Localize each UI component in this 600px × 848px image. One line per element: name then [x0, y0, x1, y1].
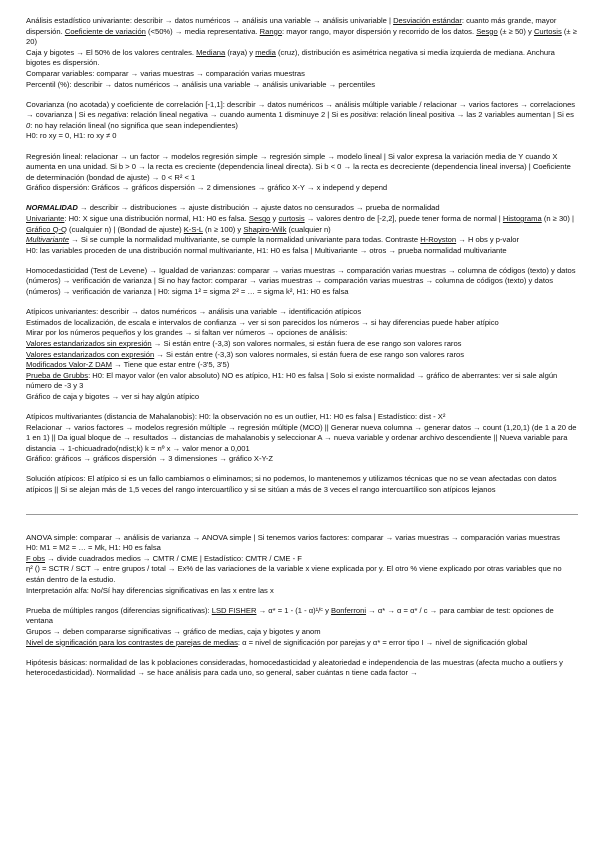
boxplot-outliers: Gráfico de caja y bigotes → ver si hay algún atípico	[26, 391, 200, 401]
range-term: Rango	[259, 26, 283, 36]
text-run: y	[270, 214, 279, 223]
standardized-without-expr	[26, 339, 578, 350]
mean-term: media	[255, 47, 276, 57]
text-run: → Si están entre (-3,3) son valores normales, si están fuera de ese rango son valores raros	[151, 338, 462, 348]
multivariate-hypothesis: H0: las variables proceden de una distribución normal multivariante, H1: H0 es falsa | Multivariante → otros → prueba normalidad multivariante	[26, 245, 507, 255]
bonferroni-term: Bonferroni	[331, 605, 367, 615]
skew-term: Sesgo	[248, 214, 271, 223]
text-run: Covarianza (no acotada) y coeficiente de correlación [-1,1]: describir → datos numéricos → análisis múltiple variable / relacionar → varios factores → correlaciones → covarianza | Si es	[26, 99, 576, 120]
univariate-analysis-section	[26, 16, 578, 90]
multivariate-normality-text	[26, 235, 578, 246]
median-term: Mediana	[196, 47, 226, 57]
text-run: → H obs y p-valor	[456, 235, 520, 245]
text-run: (± ≥ 20)	[26, 26, 577, 47]
positive-term: positiva	[350, 110, 377, 120]
text-run: : relación lineal negativa → cuando aumenta 1 disminuye 2 | Si es	[126, 110, 351, 120]
univariate-term: Univariante	[26, 214, 65, 223]
text-run: → Si están entre (-3,3) son valores normales, si están fuera de ese rango son valores raros	[154, 349, 464, 359]
f-obs-term: F obs	[26, 553, 45, 563]
anova-section	[26, 533, 578, 597]
compare-variables-text: Comparar variables: comparar → varias muestras → comparación varias muestras	[26, 68, 305, 78]
text-run: (raya) y	[225, 47, 256, 57]
multiple-range-section	[26, 606, 578, 648]
univariate-normality-text	[26, 214, 578, 235]
skew-term: Sesgo	[476, 26, 498, 36]
multivariate-term: Multivariante	[26, 235, 70, 245]
text-run: (cruz), distribución es asimétrica negativa si media izquierda de mediana. Anchura bigotes es dispersión.	[26, 47, 555, 68]
linear-regression-text: Regresión lineal: relacionar → un factor → modelos regresión simple → regresión simple → modelo lineal | Si valor expresa la variación media de Y cuando X aumenta en una unidad. Si b > 0 → la recta es creciente (dependencia lineal directa). Si b < 0 → la recta es decreciente (dependencia lineal inversa) | Coeficiente de determinación (bondad de ajuste) → 0 < R² < 1	[26, 151, 571, 182]
text-run: → Tiene que estar entre (-3'5, 3'5)	[111, 360, 230, 370]
text-run: : H0: X sigue una distribución normal, H1: H0 es falsa.	[64, 214, 249, 223]
coef-variation-term: Coeficiente de variación	[64, 26, 146, 36]
univariate-analysis-text	[26, 16, 578, 48]
basic-hypotheses-section	[26, 658, 578, 679]
anova-intro: ANOVA simple: comparar → análisis de varianza → ANOVA simple | Si tenemos varios factores: comparar → varias muestras → comparación varias muestras	[26, 532, 560, 542]
covariance-text	[26, 100, 578, 132]
alpha-interpretation: Interpretación alfa: No/Sí hay diferencias significativas en las x entre las x	[26, 585, 274, 595]
scatter-plot-text: Gráfico dispersión: Gráficos → gráficos dispersión → 2 dimensiones → gráfico X-Y → x independ y depend	[26, 183, 388, 193]
modified-z-term: Modificados Valor-Z DAM	[26, 360, 112, 370]
outlier-solution-text: Solución atípicos: El atípico si es un fallo cambiamos o eliminamos; si no podemos, lo mantenemos y utilizamos técnicas que no se vean afectadas con datos atípicos || Si se alejan más de 1,5 veces del rango intercuartílico y si se sitúan a más de 3 veces el rango intercuartílico son atípicos lejanos	[26, 474, 557, 495]
anova-hypothesis: H0: M1 = M2 = … = Mk, H1: H0 es falsa	[26, 543, 161, 553]
histogram-term: Histograma	[502, 214, 542, 223]
standardized-with-term: Valores estandarizados con expresión	[26, 349, 155, 359]
multiple-range-text	[26, 606, 578, 627]
outliers-intro: Atípicos univariantes: describir → datos numéricos → análisis una variable → identificación atípicos	[26, 307, 362, 317]
outlier-solution-section	[26, 474, 578, 495]
kurtosis-term: curtosis	[278, 214, 305, 223]
box-plot-text	[26, 48, 578, 69]
basic-hypotheses-text: Hipótesis básicas: normalidad de las k poblaciones consideradas, homocedasticidad y aleatoriedad e independencia de las muestras (afecta mucho a outliers y heterocedasticidad). Normalidad → se hace análisis para cada uno, so general, saber cuántas n tiene cada factor →	[26, 657, 563, 678]
modified-z-dam	[26, 360, 578, 371]
standardized-without-term: Valores estandarizados sin expresión	[26, 338, 152, 348]
text-run: (cualquier n)	[286, 224, 331, 234]
mahalanobis-graph: Gráfico: gráficos → gráficos dispersión → 3 dimensiones → gráfico X-Y-Z	[26, 454, 274, 464]
outliers-estimates: Estimados de localización, de escala e intervalos de confianza → ver si son parecidos los números → si hay diferencias puede haber atípico	[26, 317, 499, 327]
significance-level-text	[26, 638, 578, 649]
document-page	[26, 16, 578, 688]
homoscedasticity-text: Homocedasticidad (Test de Levene) → Igualdad de varianzas: comparar → varias muestras → comparación varias muestras → columna de códigos (texto) y datos (números) → verificación de varianza | Si no hay factor: comparar → varias muestras → comparación varias muestras → columna de códigos (texto) y datos (números) → verificación de varianza | H0: sigma 1² = sigma 2² = … = sigma k², H1: H0 es falsa	[26, 265, 576, 297]
text-run: Análisis estadístico univariante: describir → datos numéricos → análisis una variable → análisis univariable |	[26, 16, 394, 25]
text-run: (± ≥ 50) y	[497, 26, 534, 36]
text-run: Caja y bigotes → El 50% de los valores centrales.	[26, 47, 197, 57]
linear-regression-section	[26, 152, 578, 194]
zero-term: 0	[26, 120, 31, 130]
text-run: : mayor rango, mayor dispersión y recorrido de los datos.	[282, 26, 477, 36]
text-run: (n ≥ 100) y	[202, 224, 244, 234]
kurtosis-term: Curtosis	[533, 26, 562, 36]
grubbs-test	[26, 371, 578, 392]
homoscedasticity-section	[26, 266, 578, 298]
normality-section	[26, 203, 578, 256]
section-divider	[26, 514, 578, 515]
text-run: (<50%) → media representativa.	[145, 26, 260, 36]
text-run: → Si se cumple la normalidad multivariante, se cumple la normalidad univariante para todas. Contraste	[69, 235, 421, 245]
h-royston-term: H-Royston	[420, 235, 457, 245]
percentile-text: Percentil (%): describir → datos numéricos → análisis una variable → análisis univariable → percentiles	[26, 79, 376, 89]
shapiro-wilk-term: Shapiro-Wilk	[243, 224, 287, 234]
text-run: → divide cuadrados medios → CMTR / CME | Estadístico: CMTR / CME - F	[45, 553, 302, 563]
grubbs-term: Prueba de Grubbs	[26, 370, 89, 380]
eta-squared-text: η² () = SCTR / SCT → entre grupos / total → Ex% de las variaciones de la variable x viene explicada por y. El otro % viene explicado por otras variables que no están dentro de la estudio.	[26, 564, 562, 585]
negative-term: negativa	[97, 110, 127, 120]
covariance-section	[26, 100, 578, 142]
text-run: : no hay relación lineal (no significa que sean independientes)	[30, 120, 238, 130]
text-run: → α* = 1 - (1 - α)¹/ᶜ y	[256, 605, 332, 615]
text-run: : cuanto más grande, mayor dispersión.	[26, 16, 557, 36]
qq-plot-term: Gráfico Q-Q	[26, 224, 67, 234]
text-run: Prueba de múltiples rangos (diferencias significativas):	[26, 605, 212, 615]
f-obs-text	[26, 554, 578, 565]
normality-heading	[26, 203, 578, 214]
lsd-fisher-term: LSD FISHER	[211, 605, 257, 615]
groups-text: Grupos → deben compararse significativas → gráfico de medias, caja y bigotes y anom	[26, 626, 321, 636]
text-run: → valores dentro de [-2,2], puede tener forma de normal |	[304, 214, 503, 223]
text-run: : relación lineal positiva → las 2 variables aumentan | Si es	[376, 110, 574, 120]
outliers-look: Mirar por los números pequeños y los grandes → si faltan ver números → opciones de análisis:	[26, 328, 348, 338]
ksl-term: K-S-L	[183, 224, 203, 234]
text-run: : α = nivel de significación por parejas y α* = error tipo I → nivel de significación global	[237, 637, 528, 647]
std-deviation-term: Desviación estándar	[393, 16, 462, 25]
covariance-hypothesis: H0: ro xy = 0, H1: ro xy ≠ 0	[26, 131, 117, 141]
significance-level-term: Nivel de significación para los contrastes de parejas de medias	[26, 637, 238, 647]
text-run: (cualquier n) | (Bondad de ajuste)	[66, 224, 184, 234]
text-run: → describir → distribuciones → ajuste distribución → ajuste datos no censurados → prueba de normalidad	[77, 203, 440, 213]
univariate-outliers-section	[26, 307, 578, 402]
normality-term: NORMALIDAD	[26, 203, 78, 213]
text-run: : H0: El mayor valor (en valor absoluto) NO es atípico, H1: H0 es falsa | Solo si existe normalidad → gráfico de aberrantes: ver si sale algún número de -3 y 3	[26, 370, 558, 391]
text-run: (n ≥ 30) |	[541, 214, 575, 223]
mahalanobis-steps: Relacionar → varios factores → modelos regresión múltiple → regresión múltiple (MCO) || Generar nueva columna → generar datos → count (1,20,1) (de 1 a 20 de 1 en 1) || Da igual bloque de → resultados → distancias de mahalanobis y seleccionar A → nueva variable y ordenar archivo descendiente || Nueva variable para distancia → 1-chicuadrado(ndist;k) k = nº x → valor menor a 0,001	[26, 422, 577, 453]
mahalanobis-text: Atípicos multivariantes (distancia de Mahalanobis): H0: la observación no es un outlier, H1: H0 es falsa | Estadístico: dist - X²	[26, 412, 446, 421]
standardized-with-expr	[26, 350, 578, 361]
multivariate-outliers-section	[26, 412, 578, 465]
text-run: → α* → α = α* / c → para cambiar de test: opciones de ventana	[26, 605, 554, 626]
